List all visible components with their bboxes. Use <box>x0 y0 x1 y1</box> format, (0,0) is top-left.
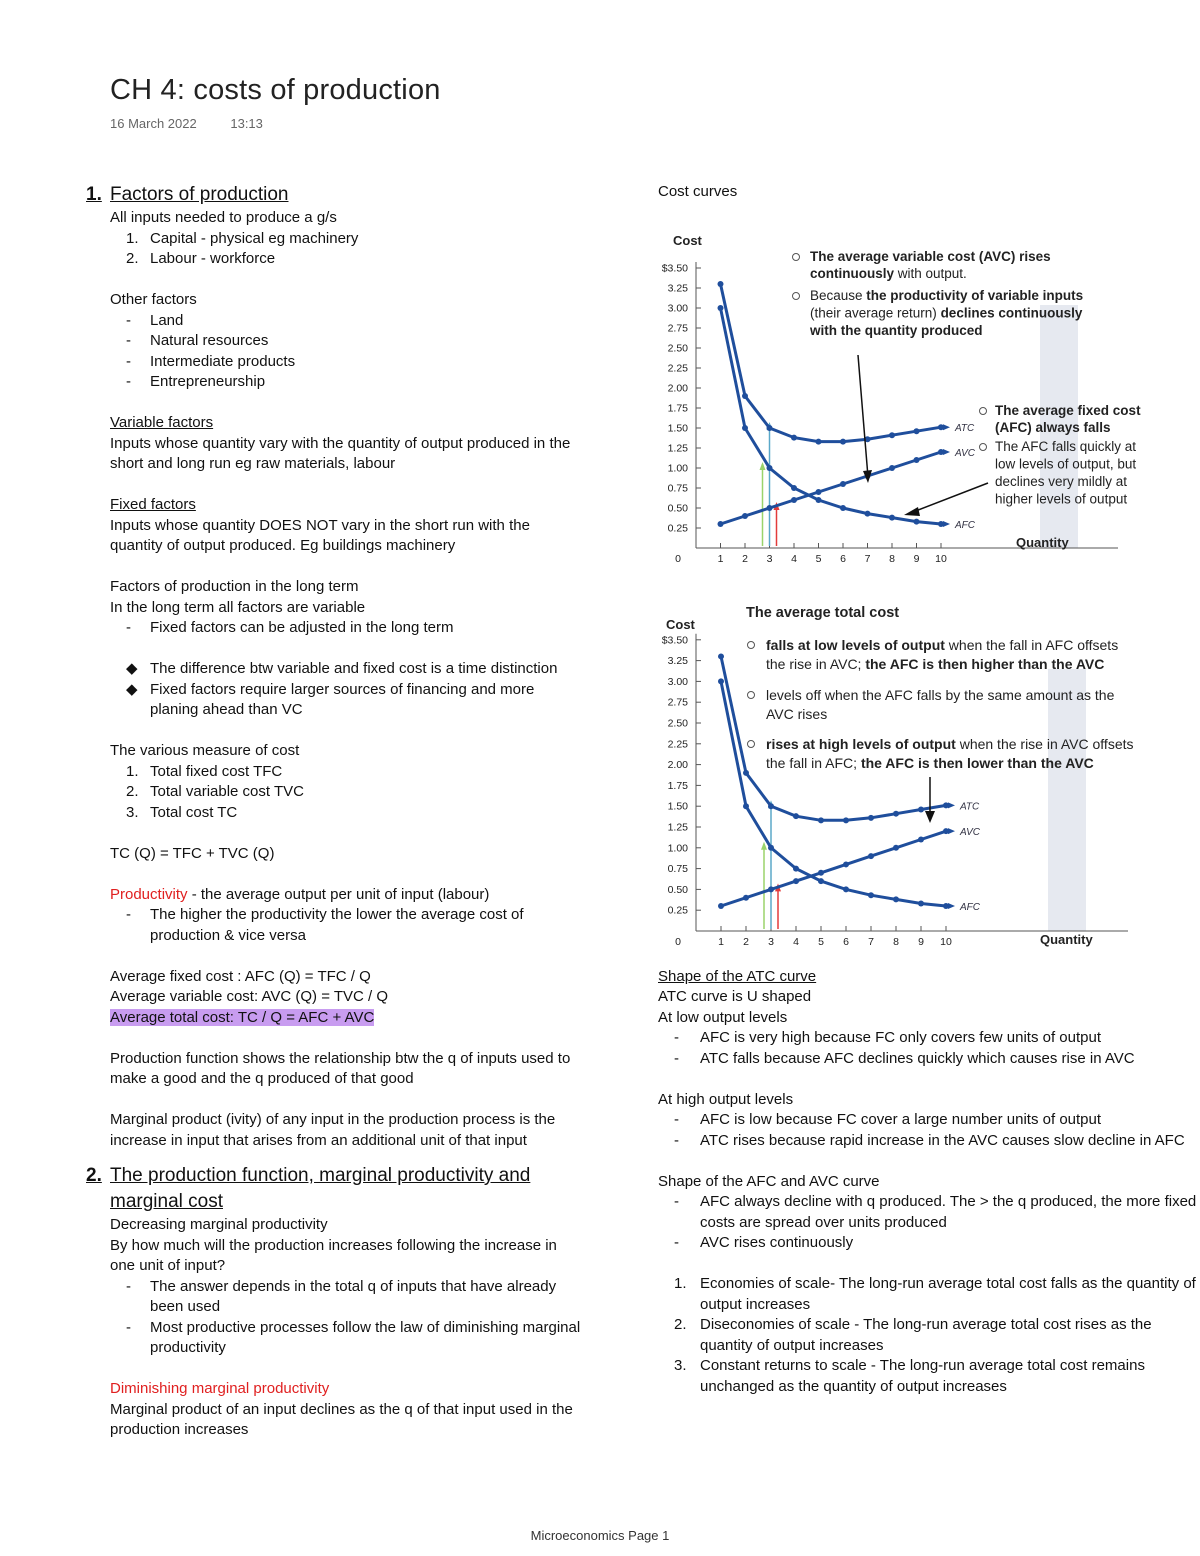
y-tick-label: $3.50 <box>661 262 688 274</box>
y-tick-label: 2.50 <box>667 342 688 354</box>
arrow-head <box>943 521 950 527</box>
highlighted-formula: Average total cost: TC / Q = AFC + AVC <box>110 1008 375 1026</box>
y-tick-label: 3.00 <box>667 302 688 314</box>
data-point <box>768 844 774 850</box>
page-time: 13:13 <box>230 116 263 131</box>
data-point <box>718 305 724 311</box>
data-point <box>793 813 799 819</box>
arrow-head <box>760 462 766 470</box>
data-point <box>889 432 895 438</box>
bullet-circle <box>748 691 755 698</box>
data-point <box>818 817 824 823</box>
cost-curves-chart <box>658 205 1148 565</box>
paragraph: At low output levels <box>658 1008 788 1026</box>
arrow-head <box>948 828 955 834</box>
x-tick-label: 2 <box>743 935 749 948</box>
y-tick-label: 1.00 <box>667 841 688 854</box>
series-label: AVC <box>960 826 981 838</box>
y-tick-label: 2.75 <box>667 322 688 334</box>
arrow-head <box>925 811 935 823</box>
section-2-heading: 2. The production function, marginal productivity and marginal cost <box>86 1163 586 1215</box>
paragraph: Inputs whose quantity vary with the quantity of output produced in the short and long run eg raw materials, labour <box>110 434 571 472</box>
x-tick-label: 8 <box>889 552 895 565</box>
data-point <box>742 393 748 399</box>
y-tick-label: 1.25 <box>667 821 688 833</box>
bullet-circle <box>748 641 755 648</box>
annotation-pointer <box>858 355 868 477</box>
bullet-circle <box>793 253 800 260</box>
data-point <box>843 817 849 823</box>
data-point <box>843 861 849 867</box>
y-tick-label: 2.25 <box>667 737 688 750</box>
arrow-head <box>761 841 767 849</box>
chart-background-band <box>1048 669 1086 931</box>
arrow-head <box>948 903 955 909</box>
x-tick-label: 3 <box>768 935 774 948</box>
data-point <box>743 769 749 775</box>
x-tick-label: 1 <box>718 935 724 948</box>
list-item: - AFC is low because FC cover a large number units of output <box>674 1111 1102 1128</box>
data-point <box>718 653 724 659</box>
list-item: 2. Total variable cost TVC <box>126 783 304 800</box>
y-tick-label: 3.25 <box>667 654 688 667</box>
data-point <box>889 465 895 471</box>
series-label: AVC <box>955 447 976 459</box>
annotation-avc: The average variable cost (AVC) rises continuously with output. <box>810 248 1051 281</box>
section-1-title: Factors of production <box>110 184 289 205</box>
formula: Average variable cost: AVC (Q) = TVC / Q <box>110 988 389 1005</box>
y-tick-label: 0.25 <box>667 522 688 534</box>
list-item: - AFC always decline with q produced. The > the q produced, the more fixed costs are spread over units produced <box>674 1193 1197 1231</box>
paragraph: Marginal product of an input declines as the q of that input used in the production increases <box>110 1400 573 1438</box>
subheading: Cost curves <box>658 183 738 200</box>
list-item: 1. Total fixed cost TFC <box>126 762 283 780</box>
subheading: Other factors <box>110 291 197 308</box>
page-date: 16 March 2022 <box>110 116 197 131</box>
y-tick-label: 2.75 <box>667 696 688 709</box>
series-label: ATC <box>955 422 975 434</box>
section-1-heading: 1. Factors of production <box>86 182 586 208</box>
paragraph: Shape of the AFC and AVC curve <box>658 1172 880 1190</box>
subheading: Fixed factors <box>110 496 196 513</box>
data-point <box>868 892 874 898</box>
y-tick-label: 0.50 <box>667 883 688 896</box>
data-point <box>840 438 846 444</box>
data-point <box>816 489 822 495</box>
arrow-head <box>904 507 920 516</box>
data-point <box>791 497 797 503</box>
y-tick-label: 2.25 <box>667 362 688 374</box>
paragraph: Production function shows the relationship btw the q of inputs used to make a good and the q produced of that good <box>110 1049 571 1087</box>
x-tick-label: 0 <box>675 552 681 565</box>
paragraph: Productivity - the average output per unit of input (labour) <box>110 885 490 903</box>
x-tick-label: 8 <box>893 935 899 948</box>
data-point <box>893 810 899 816</box>
x-tick-label: 7 <box>864 552 871 565</box>
y-tick-label: 3.25 <box>667 282 688 294</box>
arrow-head <box>948 802 955 808</box>
page-title: CH 4: costs of production <box>110 74 441 106</box>
x-tick-label: 1 <box>717 552 724 565</box>
data-point <box>840 505 846 511</box>
list-item: - ATC falls because AFC declines quickly which causes rise in AVC <box>674 1049 1135 1067</box>
bullet-circle <box>793 292 800 299</box>
data-point <box>768 886 774 892</box>
y-tick-label: 0.75 <box>667 482 688 494</box>
data-point <box>767 465 773 471</box>
series-line-afc <box>721 308 942 524</box>
y-tick-label: 2.00 <box>667 758 688 771</box>
series-label: AFC <box>955 519 975 531</box>
data-point <box>718 281 724 287</box>
list-item: - Land <box>126 311 184 329</box>
bullet-circle <box>980 443 987 450</box>
paragraph: Marginal product (ivity) of any input in the production process is the increase in input that arises from an additional unit of that input <box>110 1111 556 1149</box>
list-item: - The higher the productivity the lower the average cost of production & vice versa <box>126 906 524 944</box>
data-point <box>767 505 773 511</box>
page-footer: Microeconomics Page 1 <box>530 1528 670 1543</box>
data-point <box>868 853 874 859</box>
paragraph: At high output levels <box>658 1090 794 1108</box>
bullet-circle <box>748 740 755 747</box>
subheading: Shape of the ATC curve <box>658 967 817 985</box>
x-tick-label: 2 <box>742 552 748 565</box>
list-item: - Fixed factors can be adjusted in the long term <box>126 619 454 636</box>
x-tick-label: 4 <box>791 552 797 565</box>
paragraph: Inputs whose quantity DOES NOT vary in the short run with the quantity of output produced. Eg buildings machinery <box>110 516 530 554</box>
data-point <box>893 896 899 902</box>
list-item: - Entrepreneurship <box>126 373 266 390</box>
list-item: 2. Diseconomies of scale - The long-run average total cost rises as the quantity of output increases <box>674 1316 1152 1354</box>
annotation-falls: falls at low levels of output when the fall in AFC offsets the rise in AVC; the AFC is then higher than the AVC <box>766 636 1119 672</box>
x-tick-label: 6 <box>840 552 846 565</box>
data-point <box>816 438 822 444</box>
x-tick-label: 4 <box>793 935 799 948</box>
data-point <box>743 894 749 900</box>
y-tick-label: 2.50 <box>667 717 688 729</box>
y-tick-label: 2.00 <box>667 382 688 394</box>
data-point <box>914 457 920 463</box>
annotation-levels-off: levels off when the AFC falls by the same amount as the AVC rises <box>766 686 1115 722</box>
paragraph: ATC curve is U shaped <box>658 988 812 1005</box>
arrow-head <box>943 424 950 430</box>
data-point <box>843 886 849 892</box>
data-point <box>768 803 774 809</box>
data-point <box>718 521 724 527</box>
x-axis-label: Quantity <box>1016 534 1069 550</box>
y-tick-label: 1.75 <box>667 779 688 792</box>
y-tick-label: 1.25 <box>667 442 688 454</box>
x-axis-label: Quantity <box>1040 931 1093 947</box>
list-item: 1. Economies of scale- The long-run average total cost falls as the quantity of output increases <box>674 1275 1196 1313</box>
x-tick-label: 10 <box>940 935 952 948</box>
subheading: Decreasing marginal productivity <box>110 1216 328 1233</box>
data-point <box>816 497 822 503</box>
data-point <box>889 514 895 520</box>
y-tick-label: 0.50 <box>667 502 688 514</box>
annotation-afc-detail: The AFC falls quickly at low levels of output, but declines very mildly at higher levels of output <box>995 438 1137 506</box>
data-point <box>742 513 748 519</box>
data-point <box>718 678 724 684</box>
x-tick-label: 10 <box>935 552 947 565</box>
y-tick-label: 0.75 <box>667 862 688 875</box>
list-item: 2. Labour - workforce <box>126 250 276 267</box>
list-item: - The answer depends in the total q of inputs that have already been used <box>126 1277 557 1315</box>
data-point <box>791 485 797 491</box>
list-item: - Intermediate products <box>126 352 296 370</box>
list-item: - Natural resources <box>126 332 269 349</box>
annotation-afc: The average fixed cost (AFC) always falls <box>995 402 1141 435</box>
list-item: - ATC rises because rapid increase in the AVC causes slow decline in AFC <box>674 1131 1185 1149</box>
subheading: Factors of production in the long term <box>110 578 359 595</box>
data-point <box>793 865 799 871</box>
bullet-item: ◆ Fixed factors require larger sources of financing and more planing ahead than VC <box>126 680 535 718</box>
x-tick-label: 6 <box>843 935 849 948</box>
y-tick-label: 1.00 <box>667 462 688 474</box>
chart-title: The average total cost <box>746 604 900 621</box>
y-axis-label: Cost <box>666 616 695 632</box>
series-line-avc <box>721 831 946 906</box>
x-tick-label: 9 <box>918 935 924 948</box>
list-item: - AFC is very high because FC only covers few units of output <box>674 1029 1102 1046</box>
y-axis-label: Cost <box>673 232 702 248</box>
data-point <box>868 814 874 820</box>
annotation-pointer <box>913 483 988 512</box>
data-point <box>767 425 773 431</box>
section-2-title: The production function, marginal productivity and marginal cost <box>110 1165 531 1212</box>
subheading: Variable factors <box>110 414 214 431</box>
x-tick-label: 5 <box>815 552 822 565</box>
list-item: 3. Total cost TC <box>126 803 238 821</box>
series-label: AFC <box>960 901 980 913</box>
average-total-cost-chart <box>658 589 1178 959</box>
data-point <box>793 878 799 884</box>
data-point <box>914 518 920 524</box>
list-item: - AVC rises continuously <box>674 1234 854 1251</box>
data-point <box>918 900 924 906</box>
paragraph: In the long term all factors are variable <box>110 598 366 616</box>
y-tick-label: 1.75 <box>667 402 688 414</box>
y-tick-label: 3.00 <box>667 675 688 688</box>
page-meta <box>110 116 263 131</box>
arrow-head <box>943 449 950 455</box>
data-point <box>918 836 924 842</box>
paragraph: By how much will the production increases following the increase in one unit of input? <box>110 1236 557 1274</box>
data-point <box>818 869 824 875</box>
x-tick-label: 3 <box>766 552 773 565</box>
list-item: 1. Capital - physical eg machinery <box>126 229 359 247</box>
bullet-item: ◆ The difference btw variable and fixed cost is a time distinction <box>126 660 558 677</box>
data-point <box>791 434 797 440</box>
y-tick-label: 1.50 <box>667 800 688 813</box>
series-line-afc <box>721 681 946 906</box>
data-point <box>818 878 824 884</box>
annotation-productivity: Because the productivity of variable inputs (their average return) declines continuously with the quantity produced <box>810 287 1084 338</box>
data-point <box>914 428 920 434</box>
data-point <box>742 425 748 431</box>
y-tick-label: 1.50 <box>667 422 688 434</box>
x-tick-label: 0 <box>675 935 681 948</box>
formula: Average fixed cost : AFC (Q) = TFC / Q <box>110 967 371 985</box>
x-tick-label: 7 <box>868 935 874 948</box>
data-point <box>865 510 871 516</box>
x-tick-label: 5 <box>818 935 824 948</box>
data-point <box>893 844 899 850</box>
y-tick-label: 0.25 <box>667 904 688 917</box>
list-item: - Most productive processes follow the law of diminishing marginal productivity <box>126 1318 581 1356</box>
formula: TC (Q) = TFC + TVC (Q) <box>110 844 275 862</box>
data-point <box>743 803 749 809</box>
subheading: The various measure of cost <box>110 742 300 759</box>
left-column <box>86 182 586 1441</box>
data-point <box>840 481 846 487</box>
productivity-term: Productivity <box>110 885 188 903</box>
data-point <box>918 806 924 812</box>
bullet-circle <box>980 407 987 414</box>
x-tick-label: 9 <box>913 552 920 565</box>
data-point <box>718 903 724 909</box>
subheading: Diminishing marginal productivity <box>110 1380 330 1397</box>
annotation-rises: rises at high levels of output when the rise in AVC offsets the fall in AFC; the AFC is then lower than the AVC <box>766 735 1134 771</box>
paragraph: All inputs needed to produce a g/s <box>110 209 337 226</box>
list-item: 3. Constant returns to scale - The long-run average total cost remains unchanged as the quantity of output increases <box>674 1357 1145 1395</box>
y-tick-label: $3.50 <box>661 633 688 646</box>
series-label: ATC <box>960 800 980 812</box>
right-column <box>658 182 1198 1397</box>
